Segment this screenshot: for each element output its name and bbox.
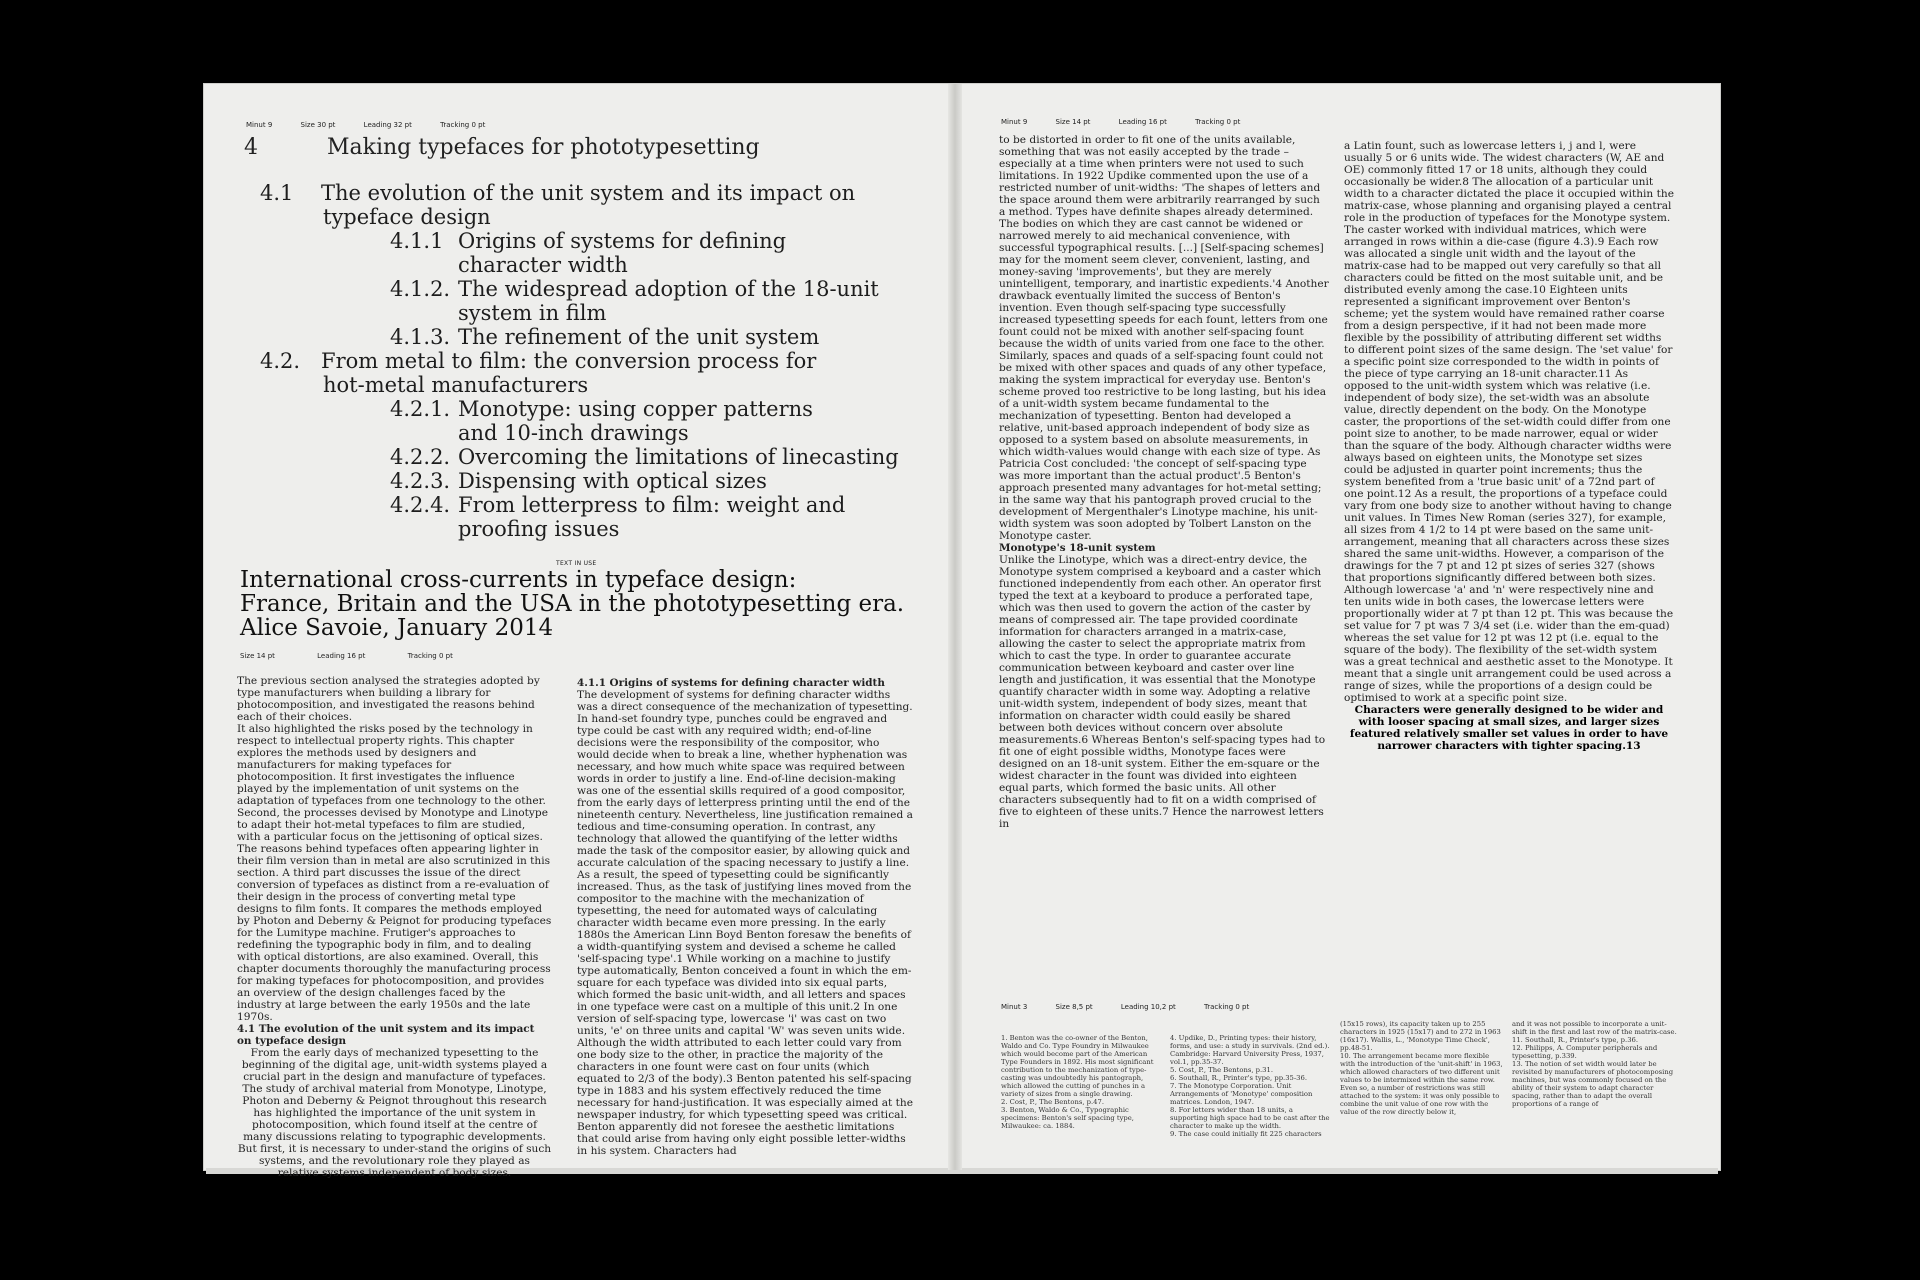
body-column-1	[237, 675, 552, 1179]
spec-leading: Leading 10,2 pt	[1120, 1003, 1176, 1011]
toc-number	[390, 253, 458, 277]
footnote: 13. The notion of set width would later be revisited by manufacturers of photocomposing machines, but was commonly focused on the ability of their system to adapt character spacing, rather than to adapt the overall proportions of a range of	[1512, 1060, 1674, 1108]
footnote: 9. The case could initially fit 225 characters	[1170, 1130, 1322, 1138]
spec-tracking: Tracking 0 pt	[407, 652, 453, 660]
toc-entry	[260, 349, 922, 373]
footnotes-col-2	[1170, 1034, 1330, 1138]
spec-font: Minut 9	[1001, 118, 1028, 126]
footnotes-col-3	[1340, 1020, 1505, 1116]
footnote: 2. Cost, P., The Bentons, p.47.	[1001, 1098, 1104, 1106]
footnote: 11. Southall, R., Printer's type, p.36.	[1512, 1036, 1639, 1044]
toc-number: 4.2.	[260, 349, 301, 373]
footnote: (15x15 rows), its capacity taken up to 255 characters in 1925 (15x17) and to 272 in 1963 (16x17). Wallis, L., 'Monotype Time Check', pp.48-51.	[1340, 1020, 1501, 1052]
toc-entry	[262, 421, 922, 445]
footnote: 12. Philipps, A. Computer peripherals and typesetting, p.339.	[1512, 1044, 1658, 1060]
toc-text: The widespread adoption of the 18-unit	[458, 277, 879, 301]
toc-text: From letterpress to film: weight and	[458, 493, 846, 517]
toc-number: 4.1.1	[390, 229, 444, 253]
type-specs-top-right	[1001, 118, 1266, 126]
section-paragraph: From the early days of mechanized typesetting to the beginning of the digital age, unit-width systems played a crucial part in the design and manufacture of typefaces. The study of archival material from Monotype, Linotype, Photon and Deberny & Peignot throughout this research has highlighted the importance of the unit system in photocomposition, which found itself at the centre of many discussions relating to typographic developments. But first, it is necessary to under-stand the origins of such systems, and the revolutionary role they played as relative systems independent of body sizes.	[237, 1047, 552, 1179]
toc-text: The evolution of the unit system and its impact on	[321, 181, 856, 205]
toc-entry	[262, 493, 922, 517]
section-heading-4-1-1: 4.1.1 Origins of systems for defining character width	[577, 677, 885, 689]
toc-number	[262, 373, 323, 397]
toc-entry	[262, 325, 922, 349]
footnote: 6. Southall, R., Printer's type, pp.35-36.	[1170, 1074, 1307, 1082]
toc-text: character width	[458, 253, 628, 277]
footnote: 10. The arrangement became more flexible with the introduction of the 'unit-shift' in 1963, which allowed characters of two different unit values to be intermixed within the same row. Even so, a number of restrictions was still attached to the system: it was only possible to combine the unit value of one row with the value of the row directly below it,	[1340, 1052, 1503, 1116]
toc-number: 4.2.2.	[390, 445, 451, 469]
type-specs-top-left	[246, 121, 511, 129]
toc-text: The refinement of the unit system	[458, 325, 820, 349]
monotype-heading: Monotype's 18-unit system	[999, 542, 1156, 554]
spec-font: Minut 9	[246, 121, 273, 129]
intro-paragraph-2: It also highlighted the risks posed by the technology in respect to intellectual property rights. This chapter explores the methods used by designers and manufacturers for making typefaces for photocomposition. It first investigates the influence played by the implementation of unit systems on the adaptation of typefaces from one technology to the other. Second, the processes devised by Monotype and Linotype to adapt their hot-metal typefaces to film are studied, with a particular focus on the jettisoning of optical sizes. The reasons behind typefaces often appearing lighter in their film version than in metal are also scrutinized in this section. A third part discusses the issue of the direct conversion of typefaces as distinct from a re-evaluation of their design in the process of converting metal type designs to film fonts. It compares the methods employed by Photon and Deberny & Peignot for producing typefaces for the Lumitype machine. Frutiger's approaches to redefining the typographic body in film, and to dealing with optical distortions, are also examined. Overall, this chapter documents thoroughly the manufacturing process for making typefaces for photocomposition, and provides an overview of the design challenges faced by the industry at large between the early 1950s and the late 1970s.	[237, 723, 552, 1023]
footnote: 4. Updike, D., Printing types: their history, forms, and use: a study in survivals. (2nd ed.). Cambridge: Harvard University Press, 1937, vol.1, pp.35-37.	[1170, 1034, 1330, 1066]
spec-tracking: Tracking 0 pt	[440, 121, 486, 129]
spine-gutter	[948, 84, 962, 1170]
body-column-2	[577, 677, 913, 1157]
right-col-2-paragraph: a Latin fount, such as lowercase letters i, j and l, were usually 5 or 6 units wide. The widest characters (W, AE and OE) commonly fitted 17 or 18 units, although they could occasionally be wider.8 The allocation of a particular unit width to a character dictated the place it occupied within the matrix-case, whose planning and organising played a central role in the production of typefaces for the Monotype system. The caster worked with individual matrices, which were arranged in rows within a die-case (figure 4.3).9 Each row was allocated a single unit width and the layout of the matrix-case had to be mapped out very carefully so that all characters could be fitted on the most suitable unit, and be distributed evenly among the case.10 Eighteen units represented a significant improvement over Benton's scheme; yet the system would have remained rather coarse from a design perspective, if it had not been made more flexible by the possibility of attributing different set widths to different point sizes of the same design. The 'set value' for a specific point size corresponded to the width in points of the piece of type carrying an 18-unit character.11 As opposed to the unit-width system which was relative (i.e. independent of body size), the set-width was an absolute value, directly dependent on the body. On the Monotype caster, the proportions of the set-width could differ from one point size to another, to be made narrower, equal or wider than the square of the body. Although character widths were always based on eighteen units, the Monotype set sizes could be adjusted in quarter point increments; thus the system benefited from a 'true basic unit' of a 72nd part of one point.12 As a result, the proportions of a typeface could vary from one body size to another without having to change unit values. In Times New Roman (series 327), for example, all sizes from 4 1/2 to 14 pt were based on the same unit-arrangement, meaning that all characters across these sizes shared the same unit-widths. However, a comparison of the drawings for the 7 pt and 12 pt sizes of series 327 (shows that proportions significantly differed between both sizes. Although lowercase 'a' and 'n' were respectively nine and ten units wide in both cases, the lowercase letters were proportionally wider at 7 pt than 12 pt. This was because the set value for 7 pt was 7 3/4 set (i.e. wider than the em-quad) whereas the set value for 12 pt was 12 pt (i.e. equal to the square of the body). The flexibility of the set-width system was a great technical and aesthetic asset to the Monotype. It meant that a single unit arrangement could be used across a range of sizes, while the proportions of a design could be optimised to work at a specific point size.	[1344, 140, 1674, 704]
footnote: 1. Benton was the co-owner of the Benton, Waldo and Co. Type Foundry in Milwaukee which would become part of the American Type Founders in 1892. His most significant contribution to the mechanization of type-casting was undoubtedly his pantograph, which allowed the cutting of punches in a variety of sizes from a single drawing.	[1001, 1034, 1154, 1098]
spec-leading: Leading 16 pt	[1118, 118, 1167, 126]
footnotes-col-4	[1512, 1020, 1677, 1108]
toc-entry	[262, 397, 922, 421]
footnote: 7. The Monotype Corporation. Unit Arrangements of 'Monotype' composition matrices. London, 1947.	[1170, 1082, 1313, 1106]
footnote: 3. Benton, Waldo & Co., Typographic specimens: Benton's self spacing type, Milwaukee: ca. 1884.	[1001, 1106, 1134, 1130]
spec-size: Size 8,5 pt	[1055, 1003, 1093, 1011]
toc-entry	[262, 205, 922, 229]
footnote: 5. Cost, P., The Bentons, p.31.	[1170, 1066, 1273, 1074]
toc-number	[390, 421, 458, 445]
toc-text: system in film	[458, 301, 607, 325]
footnote: and it was not possible to incorporate a unit-shift in the first and last row of the matrix-case.	[1512, 1020, 1677, 1036]
type-specs-mid-left	[240, 652, 479, 660]
section-heading-4-1: 4.1 The evolution of the unit system and its impact on typeface design	[237, 1023, 535, 1047]
title-line-1: International cross-currents in typeface design:	[240, 567, 797, 593]
chapter-title: Making typefaces for phototypesetting	[327, 135, 760, 160]
toc-entry	[262, 517, 922, 541]
spec-leading: Leading 16 pt	[317, 652, 366, 660]
right-col-1-paragraph: to be distorted in order to fit one of the units available, something that was not easily accepted by the trade – especially at a time when printers were not used to such limitations. In 1922 Updike commented upon the use of a restricted number of unit-widths: 'The shapes of letters and the space around them were arbitrarily rearranged by such a method. Types have definite shapes already determined. The bodies on which they are cast cannot be widened or narrowed merely to aid mechanical convenience, with successful typographical results. [...] [Self-spacing schemes] may for the moment seem clever, convenient, lasting, and money-saving 'improvements', but they are merely unintelligent, temporary, and inartistic expedients.'4 Another drawback eventually limited the success of Benton's invention. Even though self-spacing type successfully increased typesetting speeds for each fount, letters from one fount could not be mixed with another self-spacing fount because the width of units varied from one face to the other. Similarly, spaces and quads of a self-spacing fount could not be mixed with other spaces and quads of any other typeface, making the system impractical for everyday use. Benton's scheme proved too restrictive to be long lasting, but his idea of a unit-width system became fundamental to the mechanization of typesetting. Benton had developed a relative, unit-based approach independent of body size as opposed to a system based on absolute measurements, in which width-values would change with each size of type. As Patricia Cost concluded: 'the concept of self-spacing type was more important than the actual product'.5 Benton's approach presented many advantages for hot-metal setting; in the same way that his pantograph proved crucial to the development of Mergenthaler's Linotype machine, his unit-width system was soon adopted by Tolbert Lanston on the Monotype caster.	[999, 134, 1329, 542]
toc-number: 4.2.1.	[390, 397, 451, 421]
toc-entry	[260, 181, 922, 205]
spec-size: Size 30 pt	[300, 121, 336, 129]
toc-text: and 10-inch drawings	[458, 421, 689, 445]
toc-number	[390, 517, 458, 541]
toc-entry	[262, 469, 922, 493]
toc-number: 4.1	[260, 181, 294, 205]
text-in-use-label: TEXT IN USE	[556, 560, 597, 567]
toc-number	[262, 205, 323, 229]
toc-text: Monotype: using copper patterns	[458, 397, 813, 421]
type-specs-bottom-right	[1001, 1003, 1275, 1011]
toc-text: hot-metal manufacturers	[323, 373, 589, 397]
toc-number	[390, 301, 458, 325]
right-column-2	[1344, 140, 1674, 752]
author-date-line: Alice Savoie, January 2014	[240, 615, 554, 641]
toc-text: Dispensing with optical sizes	[458, 469, 767, 493]
toc-text: typeface design	[323, 205, 491, 229]
toc-number: 4.2.3.	[390, 469, 451, 493]
footnotes-col-1	[1001, 1034, 1161, 1130]
footnote: 8. For letters wider than 18 units, a supporting high space had to be cast after the character to make up the width.	[1170, 1106, 1330, 1130]
right-col-1-after: Unlike the Linotype, which was a direct-entry device, the Monotype system comprised a keyboard and a caster which functioned independently from each other. An operator first typed the text at a keyboard to produce a perforated tape, which was then used to govern the action of the caster by means of compressed air. The tape provided coordinate information for characters arranged in a matrix-case, allowing the caster to select the appropriate matrix from which to cast the type. In order to guarantee accurate communication between keyboard and caster over line length and justification, it was essential that the Monotype quantify character width in some way. Adopting a relative unit-width system, independent of body sizes, meant that information on character width could easily be shared between both devices without concern over absolute measurements.6 Whereas Benton's self-spacing types had to fit one of eight possible widths, Monotype faces were designed on an 18-unit system. Either the em-square or the widest character in the fount was divided into eighteen equal parts, which formed the basic units. All other characters subsequently had to fit on a width comprised of five to eighteen of these units.7 Hence the narrowest letters in	[999, 554, 1326, 830]
toc-entry	[262, 373, 922, 397]
right-col-2-bold: Characters were generally designed to be wider and with looser spacing at small sizes, and larger sizes featured relatively smaller set values in order to have narrower characters with tighter spacing.13	[1349, 704, 1669, 752]
toc-entry	[262, 445, 922, 469]
spec-font: Minut 3	[1001, 1003, 1028, 1011]
table-of-contents	[262, 181, 922, 541]
toc-text: From metal to film: the conversion process for	[321, 349, 817, 373]
intro-paragraph: The previous section analysed the strategies adopted by type manufacturers when building a library for photocomposition, and investigated the reasons behind each of their choices.	[237, 675, 540, 723]
spec-size: Size 14 pt	[1055, 118, 1091, 126]
source-title-block	[240, 568, 904, 640]
spec-size: Size 14 pt	[240, 652, 275, 660]
toc-number: 4.1.2.	[390, 277, 451, 301]
title-line-2: France, Britain and the USA in the phototypesetting era.	[240, 591, 905, 617]
toc-text: Overcoming the limitations of linecasting	[458, 445, 899, 469]
toc-entry	[262, 229, 922, 253]
spec-tracking: Tracking 0 pt	[1204, 1003, 1250, 1011]
toc-entry	[262, 253, 922, 277]
toc-text: Origins of systems for defining	[458, 229, 787, 253]
chapter-number: 4	[244, 135, 258, 160]
toc-text: proofing issues	[458, 517, 620, 541]
toc-entry	[262, 277, 922, 301]
toc-number: 4.2.4.	[390, 493, 451, 517]
toc-number: 4.1.3.	[390, 325, 451, 349]
column-2-paragraph: The development of systems for defining character widths was a direct consequence of the mechanization of typesetting. In hand-set foundry type, punches could be engraved and type could be cast with any required width; end-of-line decisions were the responsibility of the compositor, who would decide when to break a line, whether hyphenation was necessary, and how much white space was required between words in order to justify a line. End-of-line decision-making was one of the essential skills required of a good compositor, from the early days of letterpress printing until the end of the nineteenth century. Nevertheless, line justification remained a tedious and time-consuming operation. In contrast, any technology that allowed the quantifying of the letter widths made the task of the compositor easier, by allowing quick and accurate calculation of the spacing necessary to justify a line. As a result, the speed of typesetting could be significantly increased. Thus, as the task of justifying lines moved from the compositor to the machine with the mechanization of typesetting, the need for automated ways of calculating character width became even more pressing. In the early 1880s the American Linn Boyd Benton foresaw the benefits of a width-quantifying system and devised a scheme he called 'self-spacing type'.1 While working on a machine to justify type automatically, Benton conceived a fount in which the em-square for each typeface was divided into six equal parts, which formed the basic unit-width, and all letters and spaces in one typeface were cast on a multiple of this unit.2 In one version of self-spacing type, lowercase 'i' was cast on two units, 'e' on three units and capital 'W' was seven units wide. Although the width attributed to each letter could vary from one body size to the other, in practice the majority of the characters in one fount were cast on four units (which equated to 2/3 of the body).3 Benton patented his self-spacing type in 1883 and his system effectively reduced the time necessary for hand-justification. It was especially aimed at the newspaper industry, for which typesetting speed was critical. Benton apparently did not foresee the aesthetic limitations that could arise from having only eight possible letter-widths in his system. Characters had	[577, 689, 914, 1157]
toc-entry	[262, 301, 922, 325]
right-column-1	[999, 134, 1329, 830]
spec-leading: Leading 32 pt	[363, 121, 412, 129]
spec-tracking: Tracking 0 pt	[1195, 118, 1241, 126]
